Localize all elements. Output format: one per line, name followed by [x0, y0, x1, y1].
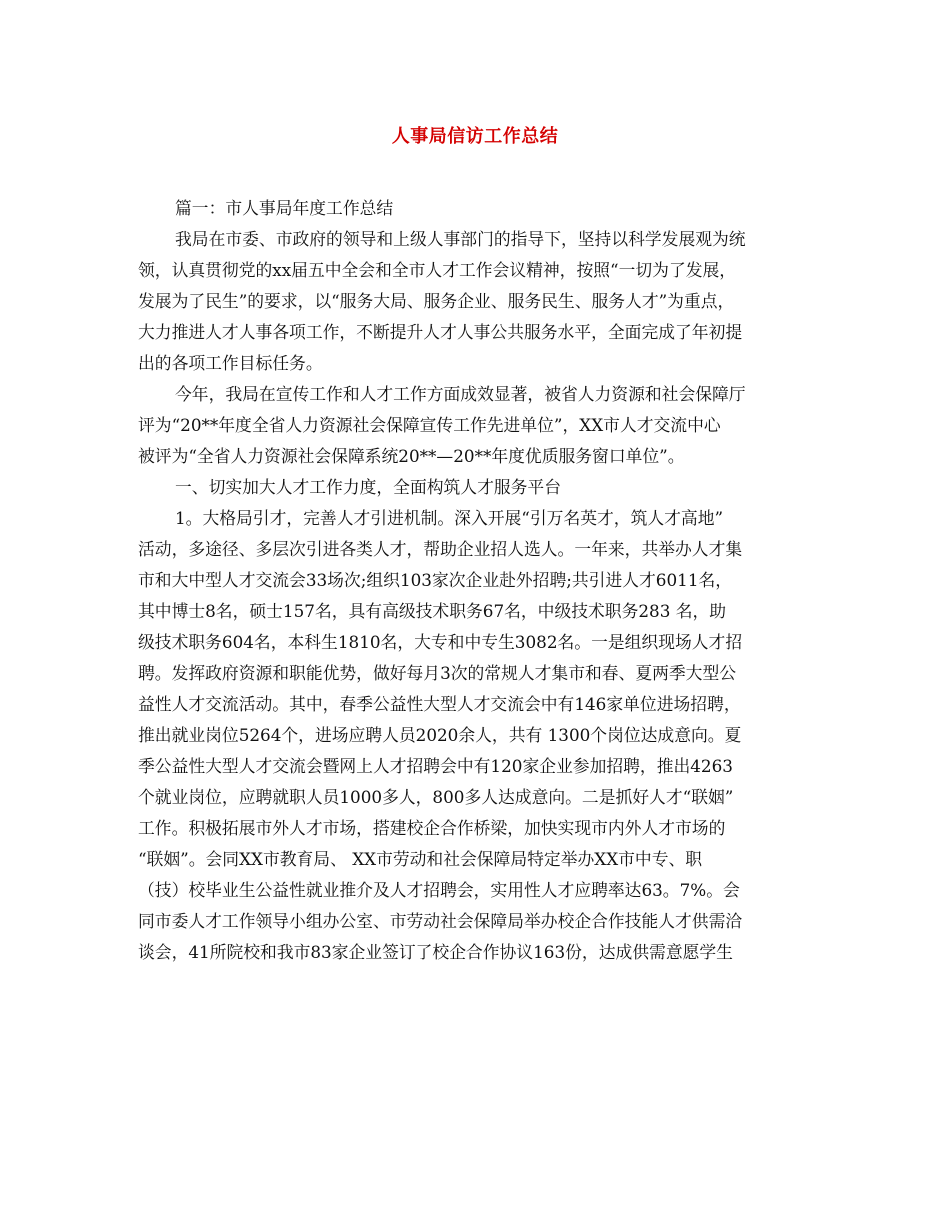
body-line: 其中博士8名，硕士157名，具有高级技术职务67名，中级技术职务283 名，助	[138, 601, 727, 621]
body-line: 评为“20**年度全省人力资源社会保障宣传工作先进单位”，XX市人才交流中心	[138, 415, 721, 435]
body-line: 大力推进人才人事各项工作，不断提升人才人事公共服务水平，全面完成了年初提	[138, 322, 743, 342]
body-line: 领，认真贯彻党的xx届五中全会和全市人才工作会议精神，按照“一切为了发展，	[138, 260, 737, 280]
body-line: 活动，多途径、多层次引进各类人才，帮助企业招人选人。一年来，共举办人才集	[138, 539, 743, 559]
body-line: 推出就业岗位5264个，进场应聘人员2020余人，共有 1300个岗位达成意向。夏	[138, 725, 742, 745]
body-line: 个就业岗位，应聘就职人员1000多人，800多人达成意向。二是抓好人才“联姻”	[138, 787, 734, 807]
body-line: 同市委人才工作领导小组办公室、市劳动社会保障局举办校企合作技能人才供需洽	[138, 911, 743, 931]
body-line: 工作。积极拓展市外人才市场，搭建校企合作桥梁，加快实现市内外人才市场的	[138, 818, 726, 838]
body-line: 篇一：市人事局年度工作总结	[175, 198, 394, 218]
body-line: 一、切实加大人才工作力度，全面构筑人才服务平台	[175, 477, 561, 497]
document-body	[138, 193, 828, 968]
body-line: 发展为了民生”的要求，以“服务大局、服务企业、服务民生、服务人才”为重点，	[138, 291, 735, 311]
body-line: （技）校毕业生公益性就业推介及人才招聘会，实用性人才应聘率达63。7%。会	[138, 880, 740, 900]
body-line: 谈会，41所院校和我市83家企业签订了校企合作协议163份，达成供需意愿学生	[138, 942, 733, 962]
body-line: 1。大格局引才，完善人才引进机制。深入开展“引万名英才，筑人才高地”	[175, 508, 724, 528]
body-line: 今年，我局在宣传工作和人才工作方面成效显著，被省人力资源和社会保障厅	[175, 384, 746, 404]
body-line: 季公益性大型人才交流会暨网上人才招聘会中有120家企业参加招聘，推出4263	[138, 756, 733, 776]
body-line: 聘。发挥政府资源和职能优势，做好每月3次的常规人才集市和春、夏两季大型公	[138, 663, 737, 683]
body-line: 我局在市委、市政府的领导和上级人事部门的指导下，坚持以科学发展观为统	[175, 229, 746, 249]
body-line: 出的各项工作目标任务。	[138, 353, 323, 373]
body-line: 级技术职务604名，本科生1810名，大专和中专生3082名。一是组织现场人才招	[138, 632, 743, 652]
body-line: “联姻”。会同XX市教育局、 XX市劳动和社会保障局特定举办XX市中专、职	[138, 849, 703, 869]
body-line: 市和大中型人才交流会33场次;组织103家次企业赴外招聘;共引进人才6011名，	[138, 570, 733, 590]
body-line: 益性人才交流活动。其中，春季公益性大型人才交流会中有146家单位进场招聘，	[138, 694, 741, 714]
document-title: 人事局信访工作总结	[391, 126, 559, 147]
body-line: 被评为“全省人力资源社会保障系统20**—20**年度优质服务窗口单位”。	[138, 446, 685, 466]
